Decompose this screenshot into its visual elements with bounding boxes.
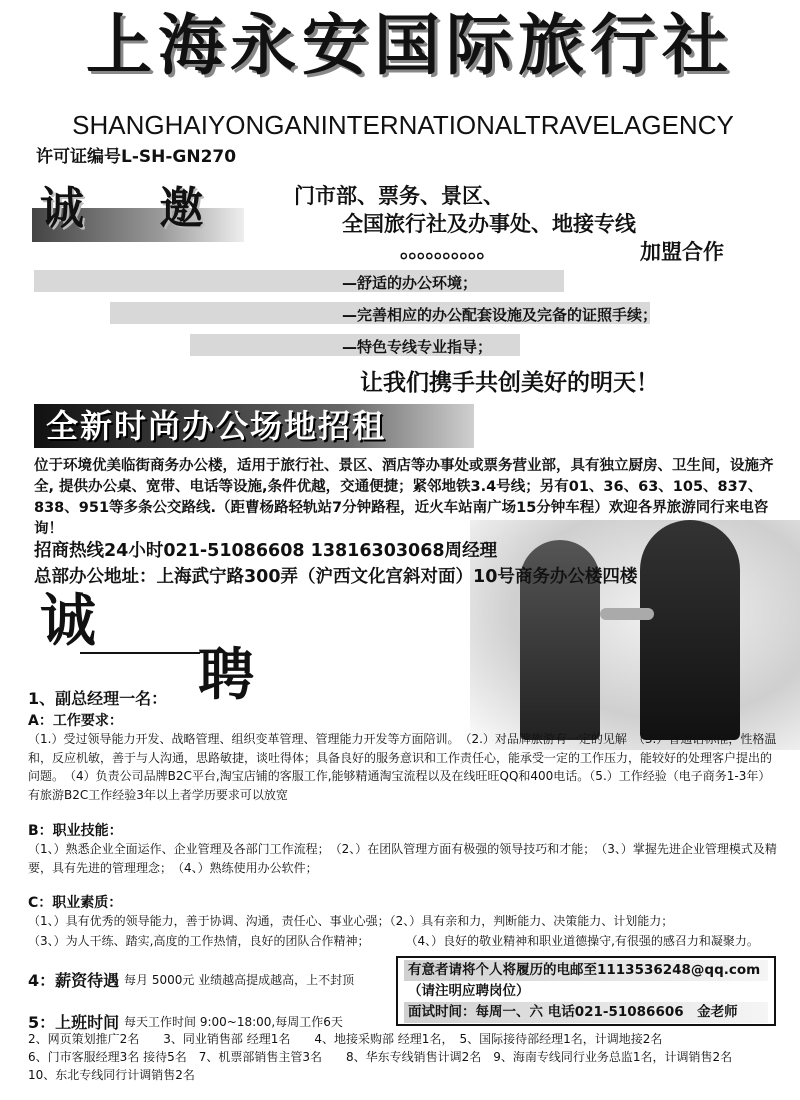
hours-heading: 5：上班时间	[28, 1013, 120, 1032]
benefit-3: —特色专线专业指导；	[342, 338, 493, 356]
slogan: 让我们携手共创美好的明天！	[360, 370, 659, 396]
salary-text: 每月 5000元 业绩越高提成越高，上不封顶	[124, 973, 355, 987]
agency-title: 上海永安国际旅行社	[86, 7, 734, 84]
section-c-text-2: （3、）为人干练、踏实,高度的工作热情，良好的团队合作精神； （4、）良好的敬业精神和职业道德操守,有很强的感召力和凝聚力。	[28, 934, 759, 948]
section-c-heading: C：职业素质：	[28, 895, 123, 911]
hours-text: 每天工作时间 9:00~18:00,每周工作6天	[124, 1015, 343, 1029]
hotline: 招商热线24小时021-51086608 13816303068周经理	[34, 541, 498, 561]
invite-line-1: 门市部、票务、景区、	[294, 184, 504, 208]
salary-heading: 4：薪资待遇	[28, 971, 120, 990]
recruit-heading-pin: 聘	[198, 643, 254, 708]
section-c-text-1: （1、）具有优秀的领导能力，善于协调、沟通，责任心、事业心强；（2、）具有亲和力，判断能力、决策能力、计划能力；	[28, 914, 674, 928]
businessman-right	[640, 520, 740, 740]
recruit-heading-cheng: 诚	[40, 589, 96, 654]
invite-heading: 诚 邀	[40, 183, 234, 234]
contact-interview: 面试时间：每周一、六 电话021-51086606 金老师	[404, 1002, 768, 1023]
section-a-text: （1.）受过领导能力开发、战略管理、组织变革管理、管理能力开发等方面陪训。 （2.）对品牌旅游有一定的见解 （3.）普通话标准，性格温和，反应机敏，善于与人沟通，思路敏捷，谈吐得体；具备良好的服务意识和工作责任心，能承受一定的工作压力，能较好的处理客户提出的问题。 （4）负责公司品牌B2C平台,淘宝店铺的客服工作,能够精通淘宝流程以及在线旺旺QQ和400电话。（5.）工作经验（电子商务1-3年）有旅游B2C工作经验3年以上者学历要求可以放宽	[28, 732, 777, 802]
handshake	[600, 608, 654, 620]
rent-intro: 位于环境优美临街商务办公楼，适用于旅行社、景区、酒店等办事处或票务营业部，具有独立厨房、卫生间，设施齐全, 提供办公桌、宽带、电话等设施,条件优越，交通便捷；紧邻地铁3.4号线；另有01、36、63、105、837、838、951等多条公交路线.（距曹杨路轻轨站7分钟路程，近火车站南广场15分钟车程）欢迎各界旅游同行来电咨询！	[34, 458, 774, 537]
invite-line-2: 全国旅行社及办事处、地接专线	[342, 212, 636, 236]
benefit-bar-1	[34, 270, 564, 292]
section-b-text: （1、）熟悉企业全面运作、企业管理及各部门工作流程； （2、）在团队管理方面有极强的领导技巧和才能； （3、）掌握先进企业管理模式及精要，具有先进的管理理念； （4、）熟练使用办公软件；	[28, 842, 777, 875]
section-a-heading: A：工作要求：	[28, 713, 123, 729]
contact-note: （请注明应聘岗位）	[408, 983, 530, 999]
rent-title: 全新时尚办公场地招租	[46, 407, 387, 445]
license-number: 许可证编号L-SH-GN270	[36, 147, 237, 167]
positions-line-2: 6、门市客服经理3名 接待5名 7、机票部销售主管3名 8、华东专线销售计调2名 9、海南专线同行业务总监1名，计调销售2名	[28, 1050, 733, 1064]
benefit-1: —舒适的办公环境；	[342, 274, 478, 292]
invite-dots: 。。。。。。。。。。	[400, 238, 496, 262]
positions-line-1: 2、网页策划推广2名 3、同业销售部 经理1名 4、地接采购部 经理1名， 5、国际接待部经理1名，计调地接2名	[28, 1032, 663, 1046]
contact-email-line: 有意者请将个人将履历的电邮至1113536248@qq.com	[404, 960, 768, 981]
invite-join: 加盟合作	[640, 240, 724, 264]
office-address: 总部办公地址：上海武宁路300弄（沪西文化宫斜对面）10号商务办公楼四楼	[34, 567, 638, 587]
contact-box	[396, 956, 776, 1026]
recruit-divider	[80, 652, 200, 654]
positions-line-3: 10、东北专线同行计调销售2名	[28, 1068, 195, 1082]
agency-title-english: SHANGHAIYONGANINTERNATIONALTRAVELAGENCY	[72, 110, 734, 140]
section-b-heading: B：职业技能：	[28, 823, 123, 839]
benefit-2: —完善相应的办公配套设施及完备的证照手续；	[342, 306, 658, 324]
job-1-title: 1、副总经理一名：	[28, 689, 168, 708]
